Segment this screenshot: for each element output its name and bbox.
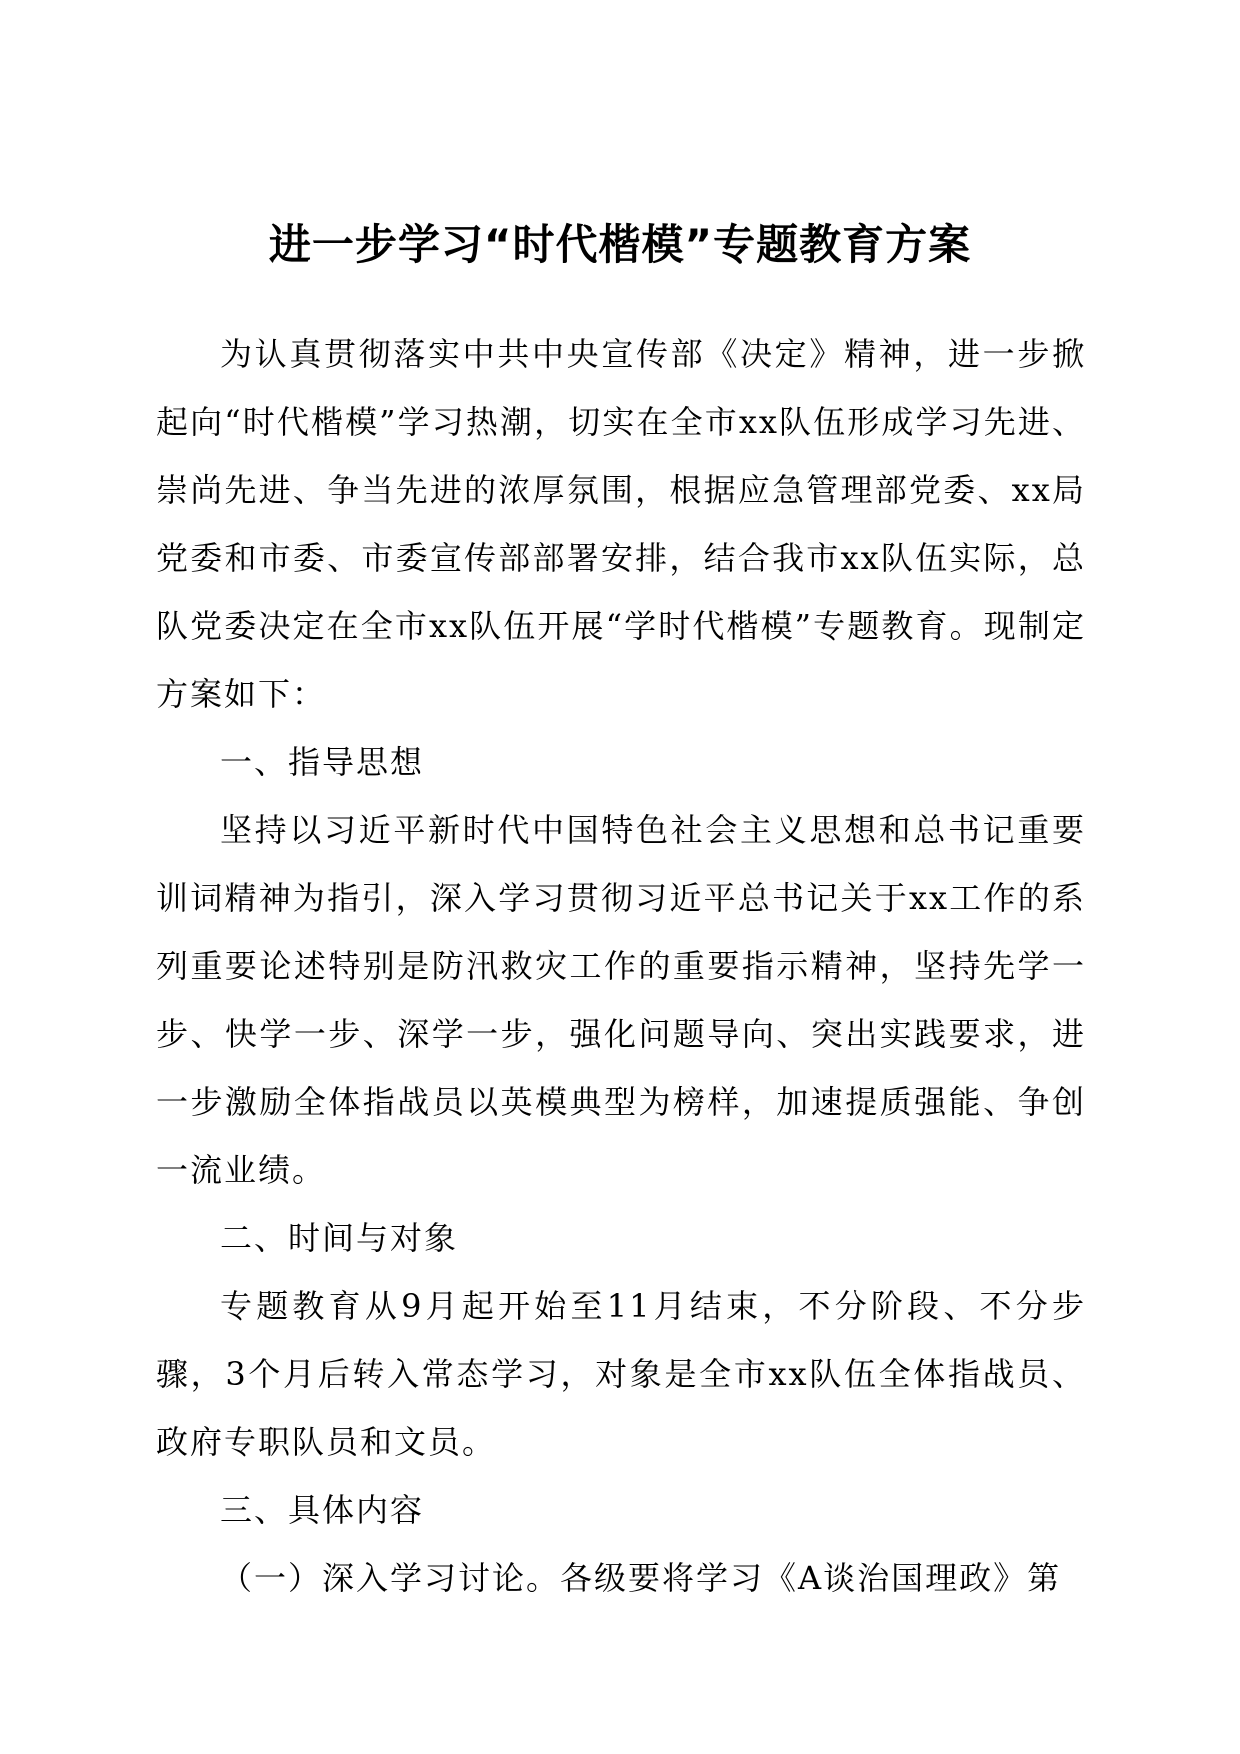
document-title: 进一步学习“时代楷模”专题教育方案 bbox=[268, 220, 972, 269]
document-body bbox=[156, 320, 1086, 1612]
guiding-ideology-paragraph: 坚持以习近平新时代中国特色社会主义思想和总书记重要训词精神为指引，深入学习贯彻习近平总书记关于xx工作的系列重要论述特别是防汛救灾工作的重要指示精神，坚持先学一步、快学一步、深学一步，强化问题导向、突出实践要求，进一步激励全体指战员以英模典型为榜样，加速提质强能、争创一流业绩。 bbox=[156, 811, 1086, 1189]
section-heading-specific-content: 三、具体内容 bbox=[220, 1491, 425, 1529]
time-and-target-paragraph: 专题教育从9月起开始至11月结束，不分阶段、不分步骤，3个月后转入常态学习，对象是全市xx队伍全体指战员、政府专职队员和文员。 bbox=[156, 1287, 1086, 1461]
section-heading-time-and-target: 二、时间与对象 bbox=[220, 1219, 459, 1257]
specific-content-paragraph: （一）深入学习讨论。各级要将学习《A谈治国理政》第 bbox=[220, 1559, 1062, 1597]
section-heading-guiding-ideology: 一、指导思想 bbox=[220, 743, 425, 781]
intro-paragraph: 为认真贯彻落实中共中央宣传部《决定》精神，进一步掀起向“时代楷模”学习热潮，切实在全市xx队伍形成学习先进、崇尚先进、争当先进的浓厚氛围，根据应急管理部党委、xx局党委和市委、市委宣传部部署安排，结合我市xx队伍实际，总队党委决定在全市xx队伍开展“学时代楷模”专题教育。现制定方案如下： bbox=[156, 335, 1086, 713]
